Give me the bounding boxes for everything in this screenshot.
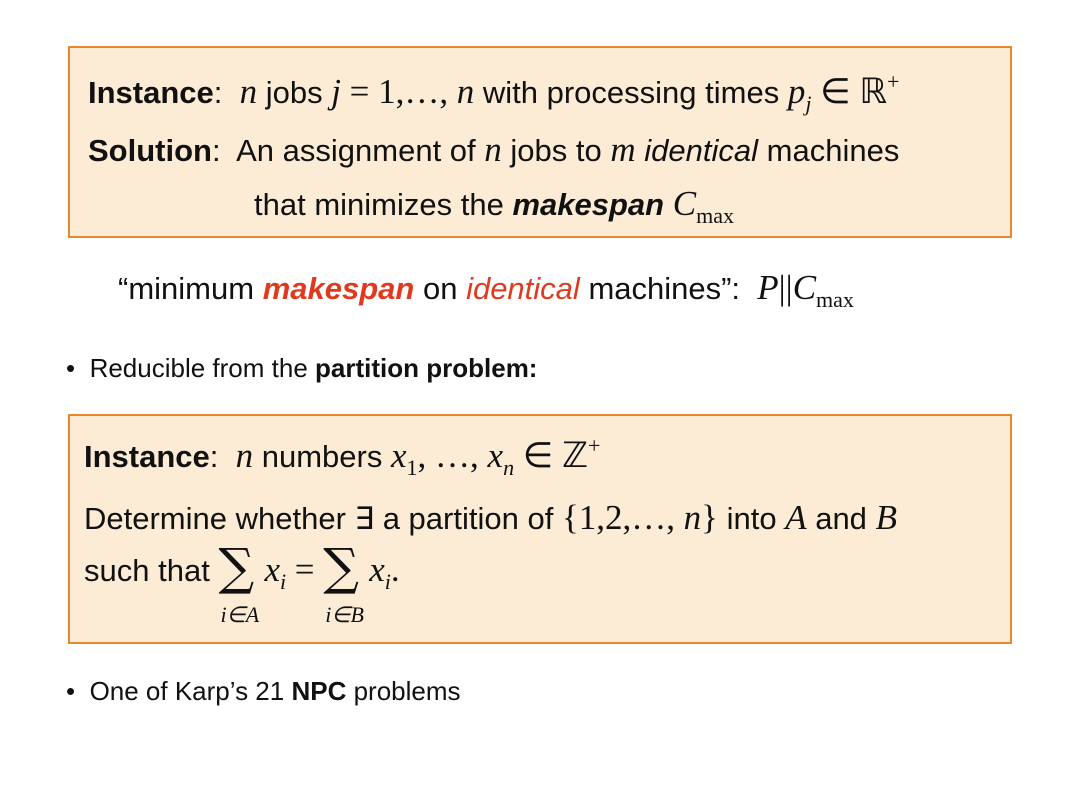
- solution-label: Solution: [88, 133, 212, 168]
- bullet2-text: One of Karp’s 21: [89, 676, 285, 706]
- bullet1-bold: partition problem:: [315, 353, 538, 383]
- instance-label: Instance: [88, 75, 214, 110]
- partition-instance-text: numbers: [261, 439, 383, 474]
- tagline: “minimum makespan on identical machines”: $P||C_{max}$: [118, 268, 854, 312]
- bullet1-text: Reducible from the: [89, 353, 308, 383]
- tagline-identical: identical: [466, 271, 580, 306]
- solution-makespan: makespan: [512, 187, 665, 222]
- bullet-dot: •: [66, 676, 76, 706]
- partition-instance-line: Instance: n numbers $x_1$, …, $x_n$ ∈ ℤ+: [84, 433, 601, 480]
- instance-line-1: Instance: n jobs j = 1,…, n with processing times $p_j$ ∈ ℝ+: [88, 69, 900, 116]
- solution-machines: machines: [766, 133, 900, 168]
- sum-over-A: ∑ i∈A: [218, 538, 260, 627]
- partition-line2-c: and: [815, 501, 867, 536]
- tagline-open: “minimum: [118, 271, 255, 306]
- instance-text: jobs: [265, 75, 323, 110]
- solution-identical: identical: [644, 133, 759, 168]
- bullet2-rest: problems: [353, 676, 461, 706]
- bullet2-bold: NPC: [291, 676, 347, 706]
- solution-text: An assignment of: [236, 133, 476, 168]
- bullet-karp: [66, 678, 461, 704]
- partition-determine-line: Determine whether ∃ a partition of {1,2,…, n} into A and B: [84, 498, 897, 537]
- partition-line3-a: such that: [84, 553, 210, 589]
- instance-with: with processing times: [482, 75, 780, 110]
- partition-instance-label: Instance: [84, 439, 210, 474]
- tagline-on: on: [422, 271, 458, 306]
- partition-such-that-line: such that ∑ i∈A xi = ∑ i∈B xi.: [84, 538, 400, 627]
- sum-over-B: ∑ i∈B: [323, 538, 364, 627]
- bullet-reducible: [66, 355, 537, 381]
- solution-jobs-to: jobs to: [510, 133, 602, 168]
- solution-line-1: Solution: An assignment of n jobs to m identical machines: [88, 130, 900, 169]
- bullet-dot: •: [66, 353, 76, 383]
- solution-line2: that minimizes the: [254, 187, 504, 222]
- tagline-machines: machines”:: [588, 271, 741, 306]
- partition-line2-b: into: [726, 501, 777, 536]
- tagline-makespan: makespan: [262, 271, 415, 306]
- solution-line-2: that minimizes the makespan $C_{max}$: [254, 184, 734, 228]
- partition-line2-a: Determine whether ∃ a partition of: [84, 501, 554, 536]
